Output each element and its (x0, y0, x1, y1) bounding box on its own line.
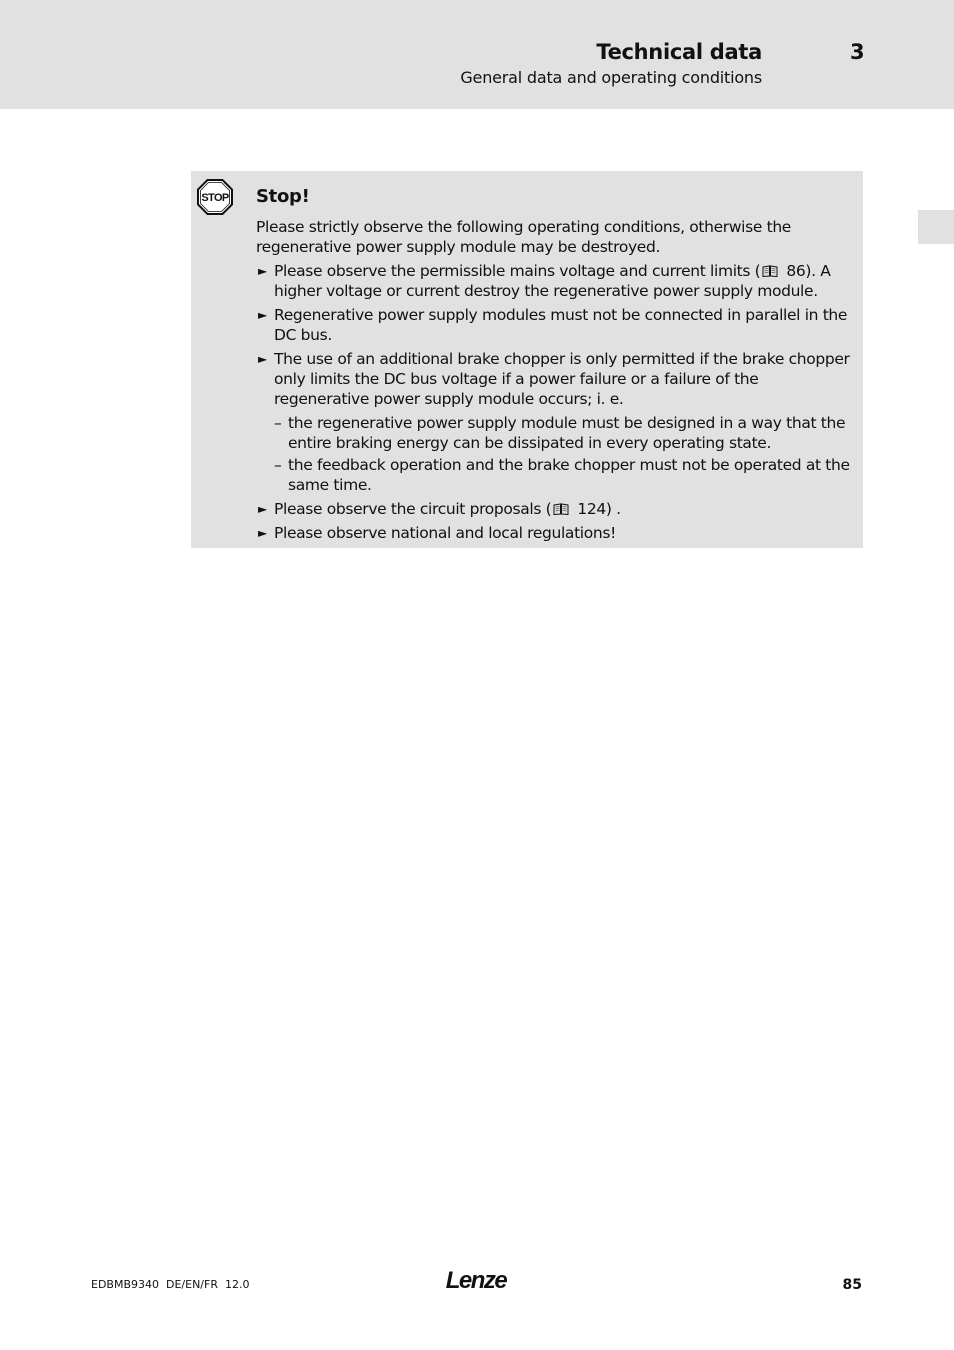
dash-marker: – (274, 414, 282, 432)
chapter-side-tab (918, 210, 954, 244)
bullet-mains-limits (256, 261, 858, 301)
book-reference-icon (553, 503, 569, 515)
logo-text: Lenze (445, 1267, 507, 1294)
bullet-arrow-icon: ► (258, 352, 267, 366)
chapter-subtitle: General data and operating conditions (460, 68, 762, 87)
book-reference-icon (762, 265, 778, 277)
page-reference-link[interactable]: 124 (577, 500, 606, 518)
bullet-brake-chopper (256, 349, 858, 409)
bullet-no-parallel (256, 305, 858, 345)
notice-body (256, 217, 858, 547)
bullet-arrow-icon: ► (258, 526, 267, 540)
chapter-number: 3 (850, 40, 865, 64)
bullet-arrow-icon: ► (258, 264, 267, 278)
bullet-text: Please observe national and local regulations! (274, 524, 616, 542)
sub-item-braking-energy (274, 413, 858, 453)
bullet-text: Regenerative power supply modules must not be connected in parallel in the DC bus. (274, 306, 848, 344)
bullet-text: ) . (605, 500, 621, 518)
bullet-circuit-proposals (256, 499, 858, 519)
sub-item-text: the feedback operation and the brake chopper must not be operated at the same time. (288, 456, 850, 494)
bullet-arrow-icon: ► (258, 502, 267, 516)
stop-icon-text: STOP (201, 192, 229, 204)
bullet-text: The use of an additional brake chopper is only permitted if the brake chopper only limits the DC bus voltage if a power failure or a failure of the regenerative power supply module occurs; i. e. (274, 350, 850, 408)
page-reference-link[interactable]: 86 (786, 262, 806, 280)
sub-item-not-simultaneous (274, 455, 858, 495)
bullet-text: ). A higher voltage or current destroy the regenerative power supply module. (274, 262, 831, 300)
page-header (0, 0, 954, 109)
bullet-text: Please observe the permissible mains voltage and current limits ( (274, 262, 761, 280)
dash-marker: – (274, 456, 282, 474)
document-code: EDBMB9340 DE/EN/FR 12.0 (91, 1278, 250, 1291)
bullet-regulations (256, 523, 858, 543)
stop-sign-icon (196, 178, 234, 216)
notice-intro: Please strictly observe the following operating conditions, otherwise the regenerative power supply module may be destroyed. (256, 218, 791, 256)
lenze-logo (438, 1266, 514, 1294)
notice-heading: Stop! (256, 186, 310, 207)
chapter-title: Technical data (596, 40, 762, 64)
page-number: 85 (842, 1277, 862, 1293)
stop-notice (191, 171, 863, 548)
bullet-arrow-icon: ► (258, 308, 267, 322)
bullet-text: Please observe the circuit proposals ( (274, 500, 552, 518)
sub-item-text: the regenerative power supply module must be designed in a way that the entire braking energy can be dissipated in every operating state. (288, 414, 846, 452)
